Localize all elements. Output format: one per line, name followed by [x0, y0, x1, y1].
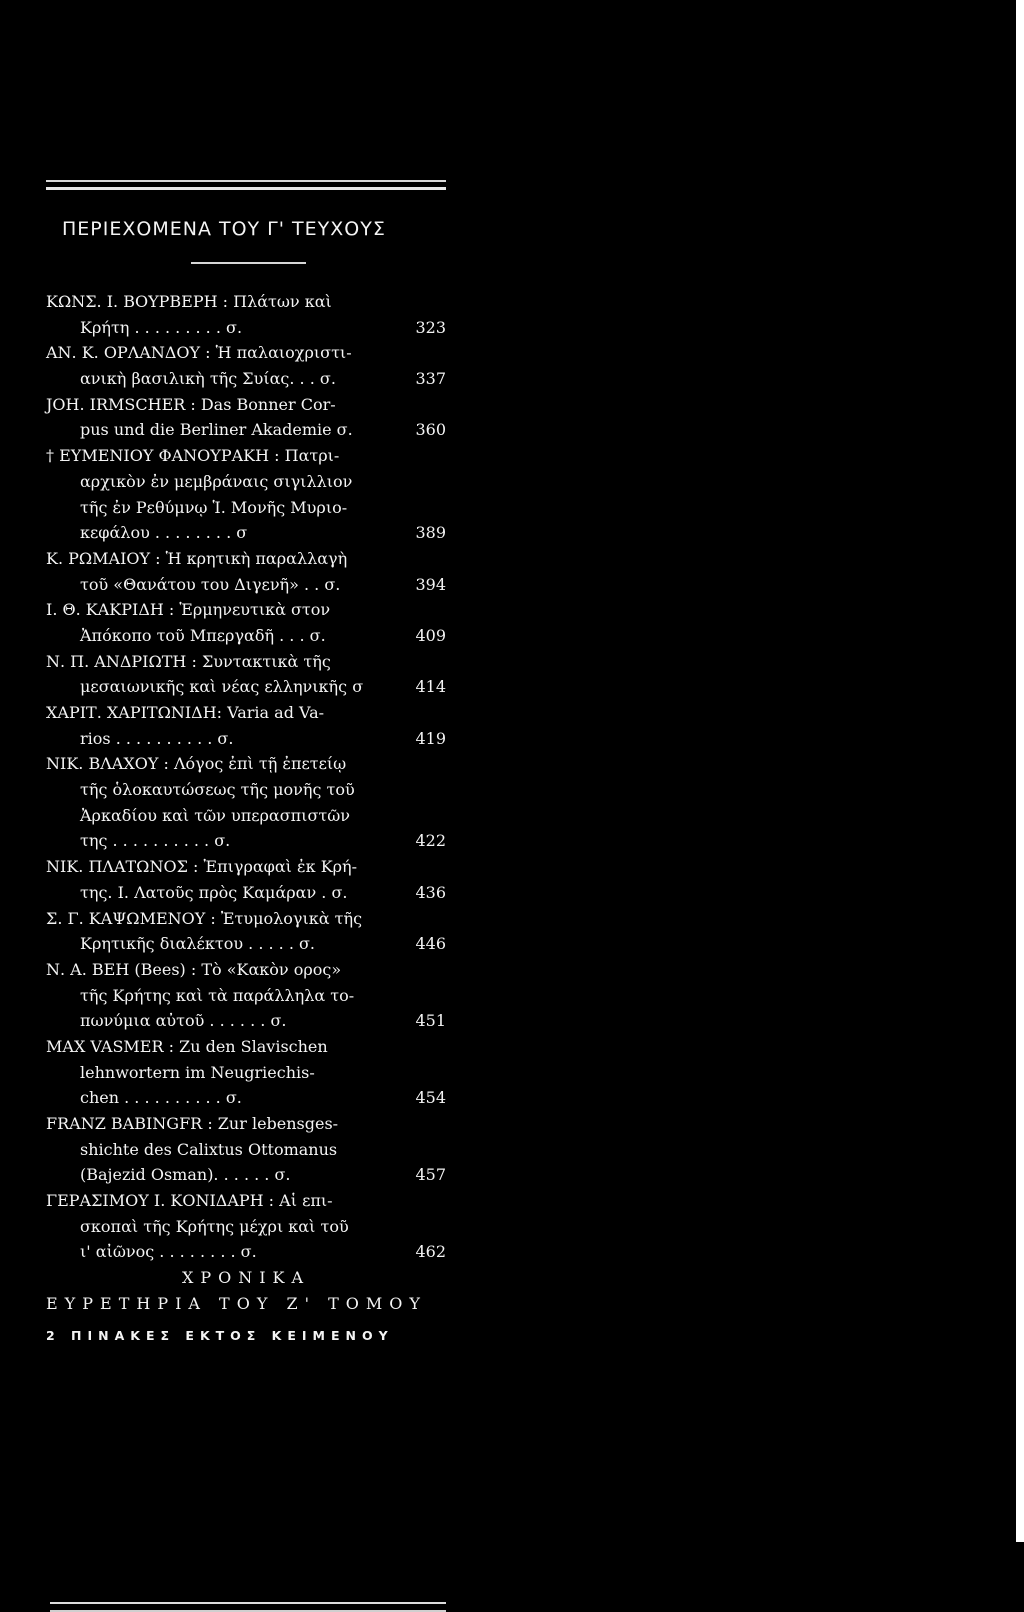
toc-entry-text: αρχικὸν ἐν μεμβράναις σιγιλλιον [80, 471, 353, 491]
toc-entry [46, 546, 446, 572]
toc-entry-text: Σ. Γ. ΚΑΨΩΜΕΝΟΥ : Ἐτυμολογικὰ τῆς [46, 908, 363, 928]
toc-entry-continuation [46, 931, 446, 957]
toc-page-number: 451 [415, 1011, 446, 1031]
toc-page-number: 394 [415, 574, 446, 594]
toc-entry-text: σκοπαὶ τῆς Κρήτης μέχρι καὶ τοῦ [80, 1216, 349, 1236]
toc-page-number: 422 [415, 831, 446, 851]
toc-entry-continuation [46, 623, 446, 649]
toc-entry-text: FRANZ BABINGFR : Zur lebensges- [46, 1114, 339, 1133]
toc-entry [46, 597, 446, 623]
toc-entry-continuation [46, 1214, 446, 1240]
toc-entry-text: chen . . . . . . . . . . σ. [80, 1088, 242, 1108]
toc-entry [46, 700, 446, 726]
toc-entry-continuation [46, 1239, 446, 1265]
bottom-rule [50, 1602, 446, 1604]
section-heading: 2 ΠΙΝΑΚΕΣ ΕΚΤΟΣ ΚΕΙΜΕΝΟΥ [46, 1328, 394, 1344]
toc-entry-continuation [46, 1085, 446, 1111]
toc-entry-text: rios . . . . . . . . . . σ. [80, 728, 234, 748]
toc-entry-text: pus und die Berliner Akademie σ. [80, 420, 353, 440]
section-heading: ΕΥΡΕΤΗΡΙΑ ΤΟΥ Ζ' ΤΟΜΟΥ [46, 1294, 427, 1314]
toc-entry-text: Ν. Α. ΒΕΗ (Bees) : Τὸ «Κακὸν ορος» [46, 959, 342, 979]
toc-page-number: 419 [415, 728, 446, 748]
toc-entry [46, 854, 446, 880]
page-edge-strip [1016, 0, 1024, 1542]
toc-entry-text: Κρήτη . . . . . . . . . σ. [80, 317, 243, 337]
toc-entry-text: τοῦ «Θανάτου του Διγενῆ» . . σ. [80, 574, 341, 594]
toc-entry-text: ΧΑΡΙΤ. ΧΑΡΙΤΩΝΙΔΗ: Varia ad Va- [46, 703, 325, 722]
toc-entry-continuation [46, 1008, 446, 1034]
toc-entry-text: ΓΕΡΑΣΙΜΟΥ Ι. ΚΟΝΙΔΑΡΗ : Αἱ επι- [46, 1191, 333, 1211]
toc-entry-text: Ἀπόκοπο τοῦ Μπεργαδῆ . . . σ. [80, 625, 326, 645]
toc-entry-text: κεφάλου . . . . . . . . σ [80, 523, 248, 543]
toc-entry [46, 1111, 446, 1137]
section-heading: ΧΡΟΝΙΚΑ [181, 1268, 311, 1288]
toc-entry-text: † ΕΥΜΕΝΙΟΥ ΦΑΝΟΥΡΑΚΗ : Πατρι- [46, 446, 340, 466]
toc-page-number: 436 [415, 882, 446, 902]
toc-entry-text: της. Ι. Λατοῦς πρὸς Καμάραν . σ. [80, 882, 348, 902]
toc-entry-continuation [46, 520, 446, 546]
toc-entry-text: ΑΝ. Κ. ΟΡΛΑΝΔΟΥ : Ἡ παλαιοχριστι- [46, 343, 352, 363]
toc-entry-text: τῆς Κρήτης καὶ τὰ παράλληλα το- [80, 985, 355, 1005]
toc-page-number: 457 [415, 1165, 446, 1185]
toc-entry-text: μεσαιωνικῆς καὶ νέας ελληνικῆς σ [80, 677, 364, 697]
toc-entry-text: τῆς ὁλοκαυτώσεως τῆς μονῆς τοῦ [80, 780, 355, 800]
toc-page-number: 446 [415, 934, 446, 954]
toc-entry [46, 1034, 446, 1060]
toc-entry [46, 751, 446, 777]
toc-page-number: 323 [415, 317, 446, 337]
toc-entry [46, 443, 446, 469]
toc-page-number: 462 [415, 1242, 446, 1262]
toc-entry-text: ανικὴ βασιλικὴ τῆς Συίας. . . σ. [80, 369, 336, 389]
toc-entry-continuation [46, 880, 446, 906]
toc-entry-continuation [46, 828, 446, 854]
toc-entry-continuation [46, 983, 446, 1009]
toc-entry-continuation [46, 469, 446, 495]
toc-entry [46, 957, 446, 983]
toc-entry [46, 906, 446, 932]
toc-entry [46, 1188, 446, 1214]
toc-entry [46, 340, 446, 366]
top-rule [46, 180, 446, 182]
toc-entry-continuation [46, 572, 446, 598]
toc-entry-text: Ι. Θ. ΚΑΚΡΙΔΗ : Ἑρμηνευτικὰ στον [46, 600, 331, 620]
toc-entry-continuation [46, 1162, 446, 1188]
toc-entry-continuation [46, 315, 446, 341]
toc-entry [46, 289, 446, 315]
toc-entry-text: πωνύμια αὐτοῦ . . . . . . σ. [80, 1011, 287, 1031]
toc-entry-text: Ν. Π. ΑΝΔΡΙΩΤΗ : Συντακτικὰ τῆς [46, 651, 331, 671]
toc-entry-continuation [46, 777, 446, 803]
toc-entry-text: ΚΩΝΣ. Ι. ΒΟΥΡΒΕΡΗ : Πλάτων καὶ [46, 292, 332, 311]
toc-entry-continuation [46, 1137, 446, 1163]
toc-entry-text: ι' αἰῶνος . . . . . . . . σ. [80, 1242, 257, 1262]
toc-page-number: 389 [415, 523, 446, 543]
toc-entry-text: ΝΙΚ. ΠΛΑΤΩΝΟΣ : Ἐπιγραφαὶ ἐκ Κρή- [46, 857, 358, 877]
top-rule-double [46, 187, 446, 190]
toc-entry-continuation [46, 674, 446, 700]
toc-entry [46, 392, 446, 418]
toc-entry-continuation [46, 495, 446, 521]
toc-entry-text: JOH. IRMSCHER : Das Bonner Cor- [46, 394, 336, 414]
toc-entry-text: lehnwortern im Neugriechis- [80, 1062, 315, 1082]
toc-entry [46, 649, 446, 675]
toc-entry-text: της . . . . . . . . . . σ. [80, 831, 231, 851]
toc-page-number: 454 [415, 1088, 446, 1108]
toc-page-number: 337 [415, 369, 446, 389]
toc-entry-continuation [46, 803, 446, 829]
toc-entry-continuation [46, 366, 446, 392]
table-of-contents [46, 289, 446, 1349]
toc-entry-text: Ἀρκαδίου καὶ τῶν υπερασπιστῶν [80, 805, 350, 825]
toc-entry-text: shichte des Calixtus Ottomanus [80, 1139, 338, 1159]
toc-entry-text: MAX VASMER : Zu den Slavischen [46, 1036, 328, 1056]
page-title: ΠΕΡΙΕΧΟΜΕΝΑ ΤΟΥ Γ' ΤΕΥΧΟΥΣ [62, 218, 386, 240]
toc-entry-text: ΝΙΚ. ΒΛΑΧΟΥ : Λόγος ἐπὶ τῇ ἐπετείῳ [46, 754, 347, 774]
toc-entry-text: τῆς ἐν Ρεθύμνῳ Ἱ. Μονῆς Μυριο- [80, 497, 348, 517]
toc-entry-continuation [46, 1060, 446, 1086]
toc-page-number: 409 [415, 625, 446, 645]
toc-entry-text: (Bajezid Osman). . . . . . σ. [80, 1165, 291, 1185]
toc-entry-text: Κ. ΡΩΜΑΙΟΥ : Ἡ κρητικὴ παραλλαγὴ [46, 548, 348, 568]
toc-entry-continuation [46, 417, 446, 443]
toc-entry-text: Κρητικῆς διαλέκτου . . . . . σ. [80, 934, 316, 954]
toc-page-number: 360 [415, 420, 446, 440]
title-underline [191, 262, 306, 264]
toc-page-number: 414 [415, 677, 446, 697]
toc-entry-continuation [46, 726, 446, 752]
